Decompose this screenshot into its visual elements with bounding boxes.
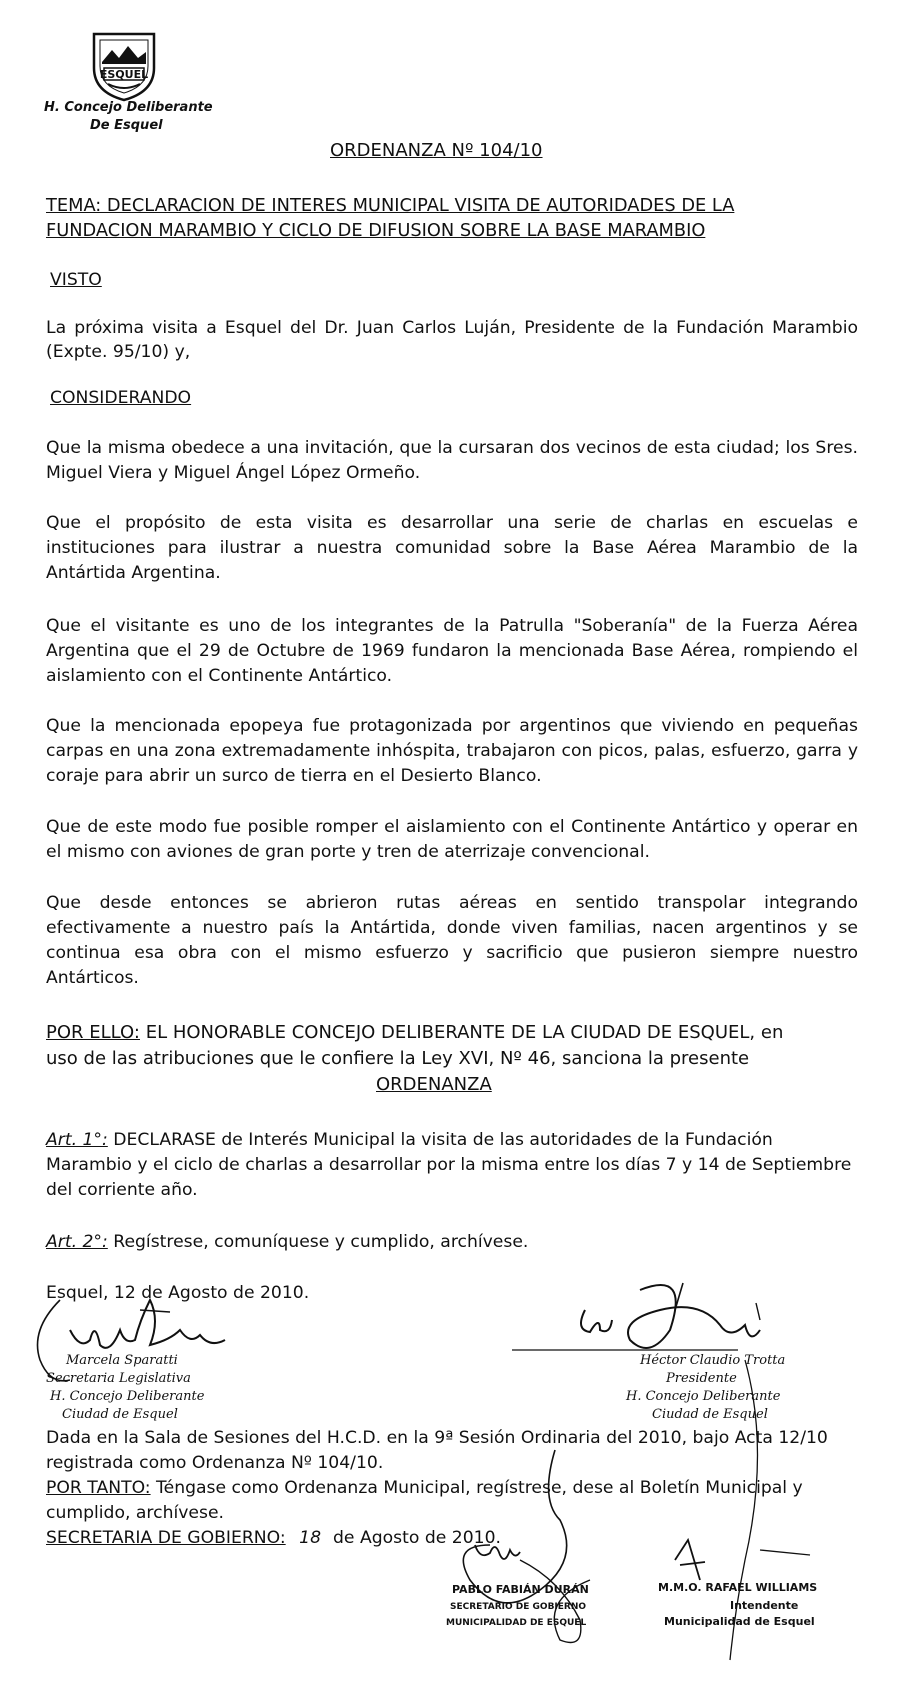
por-tanto-line-2: cumplido, archívese. [46,1503,224,1523]
considerando-p1-l1: Que la misma obedece a una invitación, que la cursaran dos vecinos de esta ciudad; los Sres. [46,438,858,458]
intendente-stamp-role: Intendente [730,1599,799,1612]
page-title: ORDENANZA Nº 104/10 [330,140,543,161]
considerando-p3-l3: aislamiento con el Continente Antártico. [46,666,393,686]
por-tanto-text: Téngase como Ordenanza Municipal, regístrese, dese al Boletín Municipal y [150,1478,803,1498]
considerando-p3-l2: Argentina que el 29 de Octubre de 1969 fundaron la mencionada Base Aérea, rompiendo el [46,641,858,661]
date-line: Esquel, 12 de Agosto de 2010. [46,1283,310,1303]
secretaria-line [46,1526,858,1550]
art2-text: Regístrese, comuníquese y cumplido, archívese. [107,1232,529,1252]
considerando-p5-l1: Que de este modo fue posible romper el aislamiento con el Continente Antártico y operar en [46,817,858,837]
right-signer-org1: H. Concejo Deliberante [626,1389,781,1404]
svg-text:ESQUEL: ESQUEL [99,68,149,81]
considerando-p4-l1: Que la mencionada epopeya fue protagonizada por argentinos que viviendo en pequeñas [46,716,858,736]
considerando-p2-l3: Antártida Argentina. [46,563,221,583]
gobierno-stamp-name: PABLO FABIÁN DURÁN [452,1583,589,1596]
art1-text: de Interés Municipal la visita de las autoridades de la Fundación [215,1130,773,1150]
por-ello-rest: , en [749,1022,784,1043]
art1-line-3: del corriente año. [46,1180,198,1200]
art1-line-2: Marambio y el ciclo de charlas a desarrollar por la misma entre los días 7 y 14 de Septiembre [46,1155,852,1175]
intendente-stamp-org: Municipalidad de Esquel [664,1615,815,1628]
por-ello-council: EL HONORABLE CONCEJO DELIBERANTE DE LA CIUDAD DE ESQUEL [139,1022,750,1043]
tema-line-2: FUNDACION MARAMBIO Y CICLO DE DIFUSION SOBRE LA BASE MARAMBIO [46,220,706,241]
visto-line-1: La próxima visita a Esquel del Dr. Juan Carlos Luján, Presidente de la Fundación Marambio [46,318,858,338]
right-signer-role: Presidente [666,1371,737,1386]
left-signer-role: Secretaria Legislativa [46,1371,191,1386]
left-signer-name: Marcela Sparatti [66,1353,178,1368]
dada-line-2: registrada como Ordenanza Nº 104/10. [46,1453,384,1473]
considerando-p1-l2: Miguel Viera y Miguel Ángel López Ormeño. [46,463,421,483]
visto-line-2: (Expte. 95/10) y, [46,342,191,362]
por-ello-line-2: uso de las atribuciones que le confiere la Ley XVI, Nº 46, sanciona la presente [46,1048,750,1069]
tema-line-1: TEMA: DECLARACION DE INTERES MUNICIPAL VISITA DE AUTORIDADES DE LA [46,195,735,216]
ordenanza-heading: ORDENANZA [376,1074,492,1095]
por-tanto-line-1 [46,1476,858,1500]
considerando-p4-l3: coraje para abrir un surco de tierra en el Desierto Blanco. [46,766,542,786]
considerando-p6-l3: continua esa obra con el mismo esfuerzo y sacrificio que pusieron siempre nuestro [46,943,858,963]
considerando-p5-l2: el mismo con aviones de gran porte y tren de aterrizaje convencional. [46,842,650,862]
considerando-heading: CONSIDERANDO [50,388,192,408]
council-name-line2: De Esquel [90,118,163,133]
art2-label: Art. 2°: [46,1232,108,1252]
por-tanto-label: POR TANTO: [46,1478,151,1498]
visto-heading: VISTO [50,270,102,290]
secretaria-label: SECRETARIA DE GOBIERNO: [46,1528,286,1548]
art1-declarase: DECLARASE [107,1130,216,1150]
council-name-line1: H. Concejo Deliberante [44,100,213,115]
considerando-p4-l2: carpas en una zona extremadamente inhóspita, trabajaron con picos, palas, esfuerzo, garra y [46,741,858,761]
considerando-p6-l2: efectivamente a nuestro país la Antártida, donde viven familias, nacen argentinos y se [46,918,858,938]
considerando-p2-l2: instituciones para ilustrar a nuestra comunidad sobre la Base Aérea Marambio de la [46,538,858,558]
right-signer-name: Héctor Claudio Trotta [640,1353,786,1368]
considerando-p6-l1: Que desde entonces se abrieron rutas aéreas en sentido transpolar integrando [46,893,858,913]
gobierno-stamp-org: MUNICIPALIDAD DE ESQUEL [446,1618,587,1628]
right-signer-org2: Ciudad de Esquel [652,1407,768,1422]
left-signer-org1: H. Concejo Deliberante [50,1389,205,1404]
por-ello-label: POR ELLO: [46,1022,140,1043]
dada-line-1: Dada en la Sala de Sesiones del H.C.D. en la 9ª Sesión Ordinaria del 2010, bajo Acta 12/10 [46,1428,828,1448]
considerando-p3-l1: Que el visitante es uno de los integrantes de la Patrulla "Soberanía" de la Fuerza Aérea [46,616,858,636]
art1-label: Art. 1°: [46,1130,108,1150]
secretaria-day: 18 [299,1528,322,1548]
intendente-stamp-name: M.M.O. RAFAEL WILLIAMS [658,1581,818,1594]
secretaria-date: de Agosto de 2010. [333,1528,501,1548]
gobierno-stamp-role: SECRETARIO DE GOBIERNO [450,1602,587,1612]
left-signer-org2: Ciudad de Esquel [62,1407,178,1422]
considerando-p2-l1: Que el propósito de esta visita es desarrollar una serie de charlas en escuelas e [46,513,858,533]
considerando-p6-l4: Antárticos. [46,968,139,988]
